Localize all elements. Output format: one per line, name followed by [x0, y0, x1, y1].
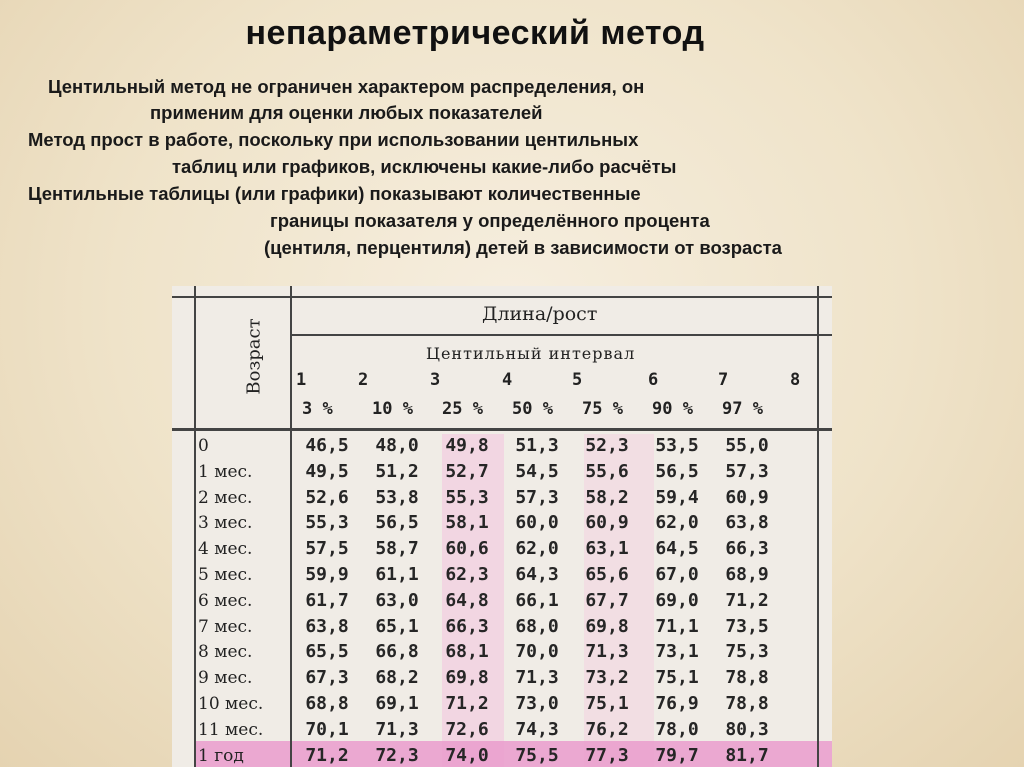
group-header: Длина/рост: [482, 303, 598, 325]
value-cell: 52,3: [585, 435, 629, 456]
table-row: [172, 615, 832, 641]
value-cell: 51,2: [375, 460, 419, 482]
value-cell: 69,8: [585, 615, 629, 637]
value-cell: 57,5: [305, 538, 349, 560]
value-cell: 49,8: [445, 435, 489, 456]
age-cell: 4 мес.: [198, 539, 253, 560]
age-cell: 3 мес.: [198, 513, 253, 534]
percentile-header: 75 %: [582, 399, 623, 419]
value-cell: 79,7: [655, 744, 699, 766]
value-cell: 75,1: [585, 693, 629, 714]
percentile-header: 50 %: [512, 399, 553, 419]
value-cell: 72,3: [375, 744, 419, 766]
value-cell: 64,8: [445, 589, 489, 611]
value-cell: 53,5: [655, 435, 699, 456]
value-cell: 48,0: [375, 435, 419, 456]
value-cell: 66,3: [725, 538, 769, 560]
value-cell: 60,9: [585, 512, 629, 534]
value-cell: 52,6: [305, 486, 349, 508]
column-number: 4: [502, 370, 513, 390]
value-cell: 64,5: [655, 538, 699, 560]
table-row: [172, 589, 832, 615]
value-cell: 65,1: [375, 615, 419, 637]
column-number: 8: [790, 370, 801, 390]
column-number: 6: [648, 370, 659, 390]
column-number: 3: [430, 370, 441, 390]
table-rule: [172, 428, 832, 431]
percentile-header: 90 %: [652, 399, 693, 419]
value-cell: 69,8: [445, 667, 489, 689]
table-row: [172, 460, 832, 486]
value-cell: 71,3: [515, 667, 559, 689]
value-cell: 74,0: [445, 744, 489, 766]
value-cell: 58,1: [445, 512, 489, 534]
value-cell: 58,2: [585, 486, 629, 508]
column-number: 2: [358, 370, 369, 390]
percentile-header: 25 %: [442, 399, 483, 419]
value-cell: 52,7: [445, 460, 489, 482]
age-cell: 1 год: [198, 745, 244, 766]
value-cell: 70,1: [305, 718, 349, 740]
table-row: [172, 537, 832, 563]
paragraph-line: применим для оценки любых показателей: [150, 102, 543, 123]
value-cell: 71,2: [725, 589, 769, 611]
paragraph-line: таблиц или графиков, исключены какие-либо расчёты: [172, 156, 677, 177]
value-cell: 73,5: [725, 615, 769, 637]
table-row: [172, 563, 832, 589]
age-cell: 9 мес.: [198, 668, 253, 689]
age-cell: 7 мес.: [198, 616, 253, 637]
value-cell: 69,1: [375, 693, 419, 714]
value-cell: 63,8: [725, 512, 769, 534]
value-cell: 77,3: [585, 744, 629, 766]
value-cell: 65,5: [305, 641, 349, 663]
table-row: [172, 744, 832, 767]
percentile-header: 10 %: [372, 399, 413, 419]
value-cell: 63,0: [375, 589, 419, 611]
paragraph-line: Центильные таблицы (или графики) показывают количественные: [28, 183, 641, 204]
value-cell: 80,3: [725, 718, 769, 740]
column-number: 7: [718, 370, 729, 390]
table-row: [172, 511, 832, 537]
age-header: Возраст: [243, 318, 265, 395]
sub-header: Центильный интервал: [426, 344, 636, 363]
value-cell: 68,1: [445, 641, 489, 663]
value-cell: 55,3: [305, 512, 349, 534]
table-rule: [292, 334, 832, 336]
table-row: [172, 434, 832, 460]
value-cell: 81,7: [725, 744, 769, 766]
value-cell: 55,3: [445, 486, 489, 508]
value-cell: 71,1: [655, 615, 699, 637]
table-border-top: [172, 296, 832, 298]
value-cell: 76,9: [655, 693, 699, 714]
value-cell: 76,2: [585, 718, 629, 740]
value-cell: 70,0: [515, 641, 559, 663]
value-cell: 57,3: [515, 486, 559, 508]
percentile-header: 3 %: [302, 399, 333, 419]
value-cell: 71,2: [445, 693, 489, 714]
value-cell: 56,5: [375, 512, 419, 534]
value-cell: 55,0: [725, 435, 769, 456]
value-cell: 72,6: [445, 718, 489, 740]
paragraph-line: Центильный метод не ограничен характером распределения, он: [48, 76, 645, 97]
value-cell: 66,3: [445, 615, 489, 637]
table-row: [172, 640, 832, 666]
paragraph-line: Метод прост в работе, поскольку при использовании центильных: [28, 129, 639, 150]
value-cell: 73,2: [585, 667, 629, 689]
value-cell: 54,5: [515, 460, 559, 482]
value-cell: 62,3: [445, 564, 489, 585]
table-row: [172, 486, 832, 512]
value-cell: 60,6: [445, 538, 489, 560]
age-cell: 0: [198, 436, 209, 456]
value-cell: 66,1: [515, 589, 559, 611]
age-cell: 11 мес.: [198, 719, 264, 740]
value-cell: 73,0: [515, 693, 559, 714]
value-cell: 69,0: [655, 589, 699, 611]
value-cell: 67,3: [305, 667, 349, 689]
value-cell: 68,0: [515, 615, 559, 637]
age-cell: 1 мес.: [198, 461, 253, 482]
page-title: непараметрический метод: [245, 14, 705, 52]
value-cell: 68,2: [375, 667, 419, 689]
age-cell: 8 мес.: [198, 642, 253, 663]
age-cell: 5 мес.: [198, 565, 253, 585]
centile-table: [172, 286, 832, 767]
value-cell: 64,3: [515, 564, 559, 585]
value-cell: 75,1: [655, 667, 699, 689]
value-cell: 59,4: [655, 486, 699, 508]
value-cell: 71,3: [585, 641, 629, 663]
value-cell: 68,8: [305, 693, 349, 714]
value-cell: 62,0: [655, 512, 699, 534]
age-cell: 10 мес.: [198, 694, 264, 714]
table-row: [172, 692, 832, 718]
value-cell: 46,5: [305, 435, 349, 456]
value-cell: 65,6: [585, 564, 629, 585]
table-row: [172, 666, 832, 692]
age-cell: 2 мес.: [198, 487, 253, 508]
value-cell: 68,9: [725, 564, 769, 585]
value-cell: 51,3: [515, 435, 559, 456]
value-cell: 75,3: [725, 641, 769, 663]
paragraph-line: (центиля, перцентиля) детей в зависимости от возраста: [264, 237, 782, 258]
column-number: 1: [296, 370, 307, 390]
value-cell: 58,7: [375, 538, 419, 560]
value-cell: 53,8: [375, 486, 419, 508]
value-cell: 74,3: [515, 718, 559, 740]
value-cell: 59,9: [305, 564, 349, 585]
paragraph-line: границы показателя у определённого процента: [270, 210, 710, 231]
value-cell: 61,7: [305, 589, 349, 611]
value-cell: 78,8: [725, 667, 769, 689]
value-cell: 63,1: [585, 538, 629, 560]
table-row: [172, 718, 832, 744]
value-cell: 67,0: [655, 564, 699, 585]
value-cell: 71,3: [375, 718, 419, 740]
value-cell: 56,5: [655, 460, 699, 482]
value-cell: 49,5: [305, 460, 349, 482]
value-cell: 73,1: [655, 641, 699, 663]
value-cell: 71,2: [305, 744, 349, 766]
value-cell: 67,7: [585, 589, 629, 611]
value-cell: 66,8: [375, 641, 419, 663]
value-cell: 78,8: [725, 693, 769, 714]
value-cell: 61,1: [375, 564, 419, 585]
value-cell: 63,8: [305, 615, 349, 637]
value-cell: 62,0: [515, 538, 559, 560]
value-cell: 57,3: [725, 460, 769, 482]
value-cell: 55,6: [585, 460, 629, 482]
value-cell: 78,0: [655, 718, 699, 740]
value-cell: 60,9: [725, 486, 769, 508]
percentile-header: 97 %: [722, 399, 763, 419]
column-number: 5: [572, 370, 583, 390]
value-cell: 75,5: [515, 744, 559, 766]
value-cell: 60,0: [515, 512, 559, 534]
age-cell: 6 мес.: [198, 590, 253, 611]
